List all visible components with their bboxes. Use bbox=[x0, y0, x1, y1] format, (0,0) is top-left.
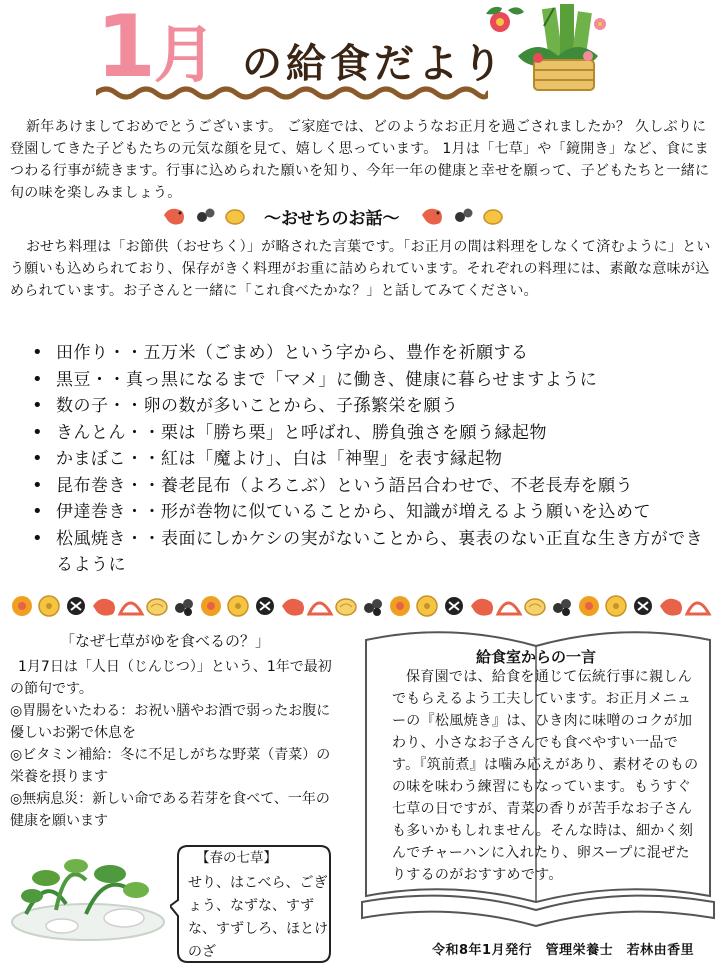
nanakusa-line: ◎無病息災：新しい命である若芽を食べて、一年の健康を願います bbox=[10, 791, 330, 829]
shrimp-icon bbox=[660, 599, 682, 616]
list-item: • 伊達巻き・・形が巻物に似ていることから、知識が増えるよう願いを込めて bbox=[28, 499, 708, 526]
kinton-icon bbox=[224, 207, 246, 225]
kamaboko-icon bbox=[120, 603, 142, 614]
shrimp-icon bbox=[160, 205, 188, 227]
kinton-icon bbox=[228, 596, 248, 616]
spring-herbs-title: 【春の七草】 bbox=[196, 850, 277, 866]
plum-flower-icon bbox=[12, 596, 32, 616]
shrimp-icon bbox=[471, 599, 493, 616]
list-item: • 松風焼き・・表面にしかケシの実がないことから、裏表のない正直な生き方ができるように bbox=[28, 526, 708, 579]
kadomatsu-icon bbox=[478, 0, 610, 100]
shrimp-icon bbox=[93, 599, 115, 616]
black-bean-icon bbox=[364, 599, 382, 616]
message-title: 給食室からの一言 bbox=[476, 648, 597, 666]
nanakusa-line: ◎ビタミン補給：冬に不足しがちな野菜（青菜）の栄養を摂ります bbox=[10, 747, 331, 785]
kamaboko-icon bbox=[309, 603, 331, 614]
list-item: • 田作り・・五万米（ごまめ）という字から、豊作を祈願する bbox=[28, 340, 708, 367]
title-number-month bbox=[96, 0, 214, 97]
kinton-icon bbox=[482, 207, 504, 225]
message-paragraph: 保育園では、給食を通じて伝統行事に親しんでもらえるよう工夫しています。お正月メニューの『松風焼き』は、ひき肉に味噌のコクが加わり、小さなお子さんでも食べやすい一品です。『筑前煮』は噛み応えがあり、素材そのものの味を味わう練習にもなっています。もうすぐ七草の日ですが、青菜の香りが苦手なお子さんも多いかもしれません。そんな時は、細かく刻んでチャーハンに入れたり、卵スープに混ぜたりするのがおすすめです。 bbox=[392, 669, 699, 883]
list-item: • きんとん・・栗は「勝ち栗」と呼ばれ、勝負強さを願う縁起物 bbox=[28, 420, 708, 447]
black-bean-icon bbox=[445, 597, 463, 615]
list-item: • 数の子・・卵の数が多いことから、子孫繁栄を願う bbox=[28, 393, 708, 420]
plum-flower-icon bbox=[579, 596, 599, 616]
nanakusa-line: 1月7日は「人日（じんじつ）」という、1年で最初の節句です。 bbox=[10, 659, 332, 697]
nanakusa-herbs-icon bbox=[6, 844, 170, 944]
black-bean-icon bbox=[634, 597, 652, 615]
black-bean-icon bbox=[553, 599, 571, 616]
plum-flower-icon bbox=[390, 596, 410, 616]
black-bean-icon bbox=[175, 599, 193, 616]
osechi-icon-border bbox=[8, 592, 713, 620]
datemaki-icon bbox=[336, 599, 356, 615]
kamaboko-icon bbox=[498, 603, 520, 614]
list-item: • かまぼこ・・紅は「魔よけ」、白は「神聖」を表す縁起物 bbox=[28, 446, 708, 473]
kinton-icon bbox=[606, 596, 626, 616]
title-wave-divider bbox=[96, 85, 488, 101]
nanakusa-heading: 「なぜ七草がゆを食べるの？」 bbox=[60, 632, 271, 650]
osechi-heading-row bbox=[160, 203, 504, 229]
intro-paragraph: 新年あけましておめでとうございます。 ご家庭では、どのようなお正月を過ごされましたか？ 久しぶりに登園してきた子どもたちの元気な顔を見て、嬉しく思っています。 1月は「七草」や「鏡開き」など、食にまつわる行事が続きます。行事に込められた願いを知り、今年一年の健康と幸せを願って、子どもたちと一緒に旬の味を楽しみましょう。 bbox=[10, 119, 710, 201]
nanakusa-line: ◎胃腸をいたわる：お祝い膳やお酒で弱ったお腹に優しいお粥で休息を bbox=[10, 703, 331, 741]
kinton-icon bbox=[39, 596, 59, 616]
black-bean-icon bbox=[67, 597, 85, 615]
black-bean-icon bbox=[256, 597, 274, 615]
kinton-icon bbox=[417, 596, 437, 616]
datemaki-icon bbox=[525, 599, 545, 615]
osechi-paragraph: おせち料理は「お節供（おせちく）」が略された言葉です。「お正月の間は料理をしなくて済むように」という願いも込められており、保存がきく料理がお重に詰められています。それぞれの料理には、素敵な意味が込められています。お子さんと一緒に「これ食べたかな？」と話してみてください。 bbox=[10, 239, 711, 299]
title-month: 月 bbox=[153, 18, 214, 91]
kamaboko-icon bbox=[687, 603, 709, 614]
shrimp-icon bbox=[418, 205, 446, 227]
datemaki-icon bbox=[147, 599, 167, 615]
nanakusa-body bbox=[10, 656, 340, 832]
osechi-heading: ～おせちのお話～ bbox=[264, 208, 400, 229]
footer-credit: 令和8年1月発行 管理栄養士 若林由香里 bbox=[432, 943, 695, 958]
black-bean-icon bbox=[454, 207, 474, 225]
title-number: 1 bbox=[96, 0, 154, 97]
osechi-dish-list bbox=[28, 340, 708, 579]
shrimp-icon bbox=[282, 599, 304, 616]
black-bean-icon bbox=[196, 207, 216, 225]
list-item: • 昆布巻き・・養老昆布（よろこぶ）という語呂合わせで、不老長寿を願う bbox=[28, 473, 708, 500]
list-item: • 黒豆・・真っ黒になるまで「マメ」に働き、健康に暮らせますように bbox=[28, 367, 708, 394]
spring-herbs-list: せり、はこべら、ごぎょう、なずな、すずな、すずしろ、ほとけのざ bbox=[188, 875, 329, 960]
page-title: の給食だより bbox=[242, 41, 506, 87]
plum-flower-icon bbox=[201, 596, 221, 616]
